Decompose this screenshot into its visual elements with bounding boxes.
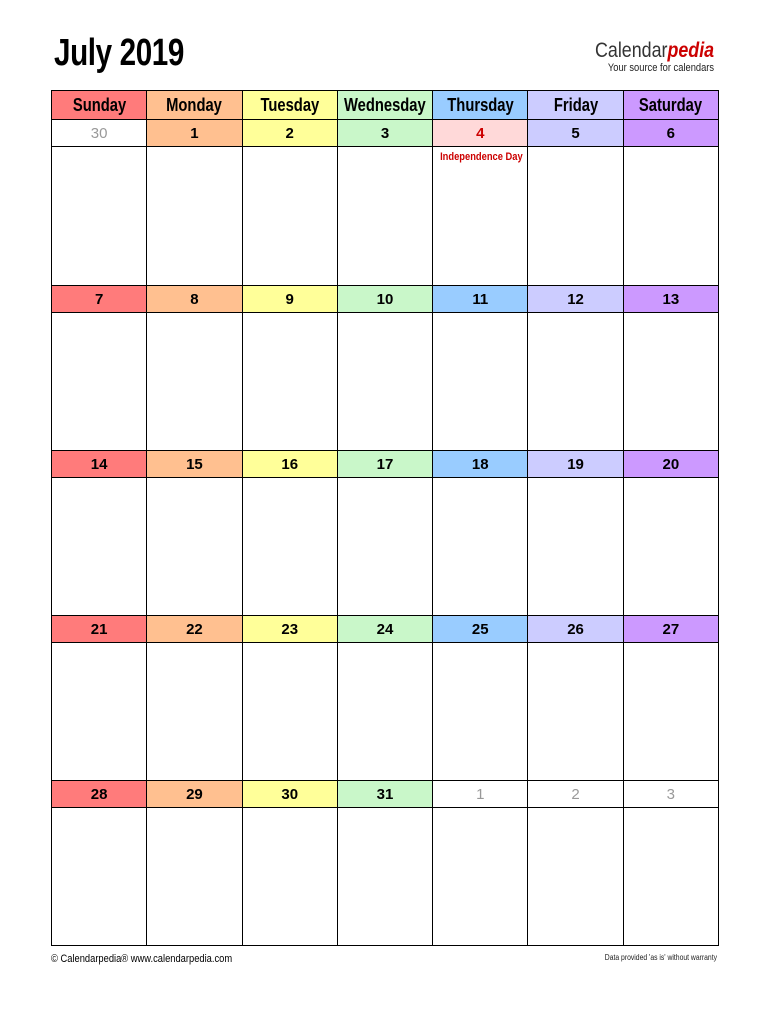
day-cells-row	[52, 313, 718, 450]
day-cell[interactable]	[242, 478, 337, 615]
date-number: 26	[527, 616, 622, 642]
day-cell[interactable]	[242, 147, 337, 285]
weekday-label: Saturday	[639, 94, 703, 115]
brand-tagline: Your source for calendars	[607, 62, 714, 74]
logo-part-pedia: pedia	[667, 39, 714, 62]
day-cell[interactable]	[52, 147, 146, 285]
adjacent-month-date: 3	[623, 781, 718, 807]
day-cells-row	[52, 147, 718, 285]
weekday-header-wednesday	[337, 91, 432, 119]
date-number: 14	[52, 451, 146, 477]
day-cells-row	[52, 478, 718, 615]
day-cell[interactable]	[337, 643, 432, 780]
date-number: 17	[337, 451, 432, 477]
weekday-label: Monday	[166, 94, 223, 115]
date-number: 3	[337, 120, 432, 146]
adjacent-month-date: 2	[527, 781, 622, 807]
day-cell[interactable]	[337, 808, 432, 945]
date-number: 19	[527, 451, 622, 477]
day-cell[interactable]	[623, 313, 718, 450]
weekday-header-thursday	[432, 91, 527, 119]
week-row	[52, 451, 718, 616]
date-number: 29	[146, 781, 241, 807]
date-number-row	[52, 451, 718, 478]
logo-wordmark	[595, 40, 714, 62]
weekday-header-row	[52, 91, 718, 120]
day-cell[interactable]	[623, 808, 718, 945]
day-cell[interactable]	[146, 808, 241, 945]
date-number: 15	[146, 451, 241, 477]
adjacent-month-date: 1	[432, 781, 527, 807]
date-number: 7	[52, 286, 146, 312]
holiday-date: 4	[432, 120, 527, 146]
date-number: 24	[337, 616, 432, 642]
day-cell[interactable]	[432, 313, 527, 450]
day-cell[interactable]	[527, 808, 622, 945]
day-cell[interactable]	[432, 147, 527, 285]
logo-part-calendar: Calendar	[594, 39, 668, 62]
day-cell[interactable]	[432, 808, 527, 945]
weekday-header-saturday	[623, 91, 718, 119]
date-number: 16	[242, 451, 337, 477]
day-cell[interactable]	[623, 643, 718, 780]
day-cell[interactable]	[432, 478, 527, 615]
date-number: 2	[242, 120, 337, 146]
day-cells-row	[52, 643, 718, 780]
day-cell[interactable]	[527, 313, 622, 450]
day-cell[interactable]	[527, 147, 622, 285]
date-number: 8	[146, 286, 241, 312]
date-number: 22	[146, 616, 241, 642]
adjacent-month-date: 30	[52, 120, 146, 146]
date-number: 1	[146, 120, 241, 146]
week-row	[52, 781, 718, 945]
day-cell[interactable]	[623, 478, 718, 615]
day-cell[interactable]	[52, 478, 146, 615]
day-cells-row	[52, 808, 718, 945]
date-number-row	[52, 616, 718, 643]
day-cell[interactable]	[527, 643, 622, 780]
date-number: 5	[527, 120, 622, 146]
day-cell[interactable]	[52, 313, 146, 450]
weekday-label: Wednesday	[344, 94, 426, 115]
day-cell[interactable]	[242, 808, 337, 945]
day-cell[interactable]	[242, 643, 337, 780]
date-number: 12	[527, 286, 622, 312]
holiday-event-label: Independence Day	[440, 151, 523, 163]
date-number: 25	[432, 616, 527, 642]
weekday-header-tuesday	[242, 91, 337, 119]
day-cell[interactable]	[146, 147, 241, 285]
date-number: 31	[337, 781, 432, 807]
weekday-label: Thursday	[447, 94, 514, 115]
day-cell[interactable]	[337, 478, 432, 615]
date-number: 30	[242, 781, 337, 807]
weekday-label: Tuesday	[260, 94, 320, 115]
date-number: 13	[623, 286, 718, 312]
day-cell[interactable]	[337, 313, 432, 450]
date-number: 23	[242, 616, 337, 642]
weekday-header-friday	[527, 91, 622, 119]
day-cell[interactable]	[146, 643, 241, 780]
weekday-label: Sunday	[72, 94, 126, 115]
day-cell[interactable]	[146, 313, 241, 450]
brand-logo	[574, 40, 714, 74]
date-number-row	[52, 286, 718, 313]
date-number: 10	[337, 286, 432, 312]
day-cell[interactable]	[52, 808, 146, 945]
day-cell[interactable]	[242, 313, 337, 450]
day-cell[interactable]	[146, 478, 241, 615]
date-number: 27	[623, 616, 718, 642]
weekday-header-monday	[146, 91, 241, 119]
day-cell[interactable]	[527, 478, 622, 615]
weekday-header-sunday	[52, 91, 146, 119]
day-cell[interactable]	[623, 147, 718, 285]
footer-copyright: © Calendarpedia® www.calendarpedia.com	[51, 953, 233, 965]
calendar-grid	[51, 90, 719, 946]
day-cell[interactable]	[52, 643, 146, 780]
date-number: 28	[52, 781, 146, 807]
date-number: 18	[432, 451, 527, 477]
week-row	[52, 120, 718, 286]
week-row	[52, 616, 718, 781]
week-row	[52, 286, 718, 451]
weekday-label: Friday	[553, 94, 598, 115]
date-number-row	[52, 120, 718, 147]
date-number: 21	[52, 616, 146, 642]
footer-disclaimer: Data provided 'as is' without warranty	[604, 953, 717, 962]
date-number: 20	[623, 451, 718, 477]
day-cell[interactable]	[337, 147, 432, 285]
date-number: 9	[242, 286, 337, 312]
date-number: 11	[432, 286, 527, 312]
date-number: 6	[623, 120, 718, 146]
page-title: July 2019	[54, 32, 184, 74]
date-number-row	[52, 781, 718, 808]
day-cell[interactable]	[432, 643, 527, 780]
